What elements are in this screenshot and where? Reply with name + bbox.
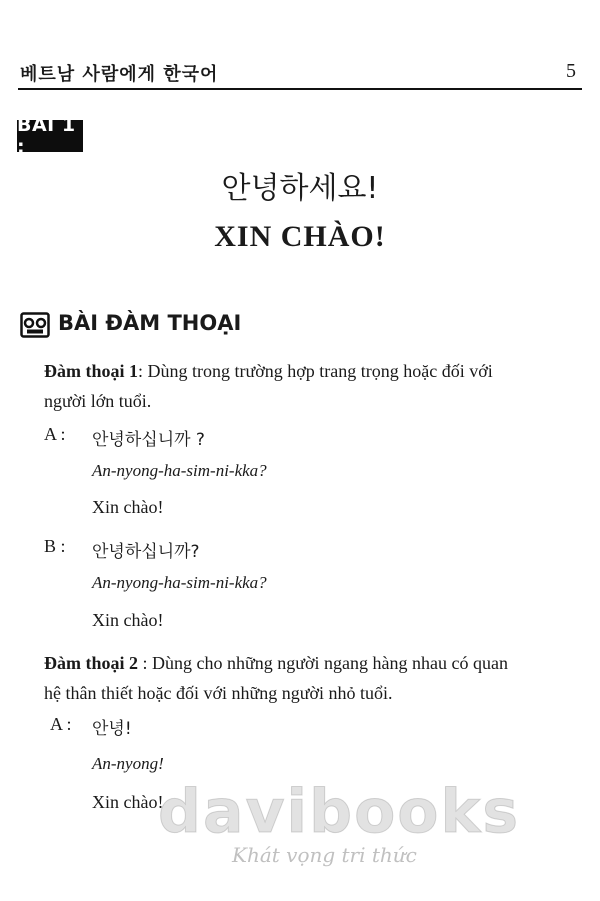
dialogue-2-desc-line1: : Dùng cho những người ngang hàng nhau có quan <box>142 653 508 673</box>
watermark-slogan: Khát vọng tri thức <box>232 843 417 867</box>
dialogue-1-meaning-a: Xin chào! <box>92 497 164 517</box>
dialogue-1-romanization-b: An-nyong-ha-sim-ni-kka? <box>92 573 267 592</box>
dialogue-1-meaning-b: Xin chào! <box>92 610 164 630</box>
dialogue-1-speaker-a: A : <box>44 424 66 444</box>
dialogue-1-description <box>44 356 566 416</box>
dialogue-2-description <box>44 648 566 708</box>
cassette-tape-icon <box>20 312 50 338</box>
header-divider <box>18 88 582 90</box>
dialogue-2-korean-a: 안녕! <box>92 719 132 739</box>
dialogue-1-korean-a: 안녕하십니까 ? <box>92 430 205 450</box>
dialogue-2-meaning-a: Xin chào! <box>92 792 164 812</box>
dialogue-2-heading: Đàm thoại 2 <box>44 653 138 673</box>
dialogue-2-romanization-a: An-nyong! <box>92 754 164 773</box>
lesson-title-vietnamese: XIN CHÀO! <box>214 220 386 253</box>
lesson-badge: BÀI 1 : <box>17 120 83 152</box>
dialogue-1-heading: Đàm thoại 1 <box>44 361 138 381</box>
dialogue-1-desc-line2: người lớn tuổi. <box>44 391 152 411</box>
dialogue-1-korean-b: 안녕하십니까? <box>92 542 200 562</box>
section-title: BÀI ĐÀM THOẠI <box>58 311 242 335</box>
page-number: 5 <box>566 60 576 82</box>
dialogue-2-speaker-a: A : <box>50 714 72 734</box>
dialogue-1-speaker-b: B : <box>44 536 66 556</box>
header-title: 베트남 사람에게 한국어 <box>20 64 219 85</box>
dialogue-1-desc-line1: : Dùng trong trường hợp trang trọng hoặc đối với <box>138 361 493 381</box>
dialogue-1-romanization-a: An-nyong-ha-sim-ni-kka? <box>92 461 267 480</box>
dialogue-2-desc-line2: hệ thân thiết hoặc đối với những người nhỏ tuổi. <box>44 683 393 703</box>
watermark-logo: davibooks <box>158 777 521 847</box>
lesson-title-korean: 안녕하세요! <box>221 171 379 206</box>
